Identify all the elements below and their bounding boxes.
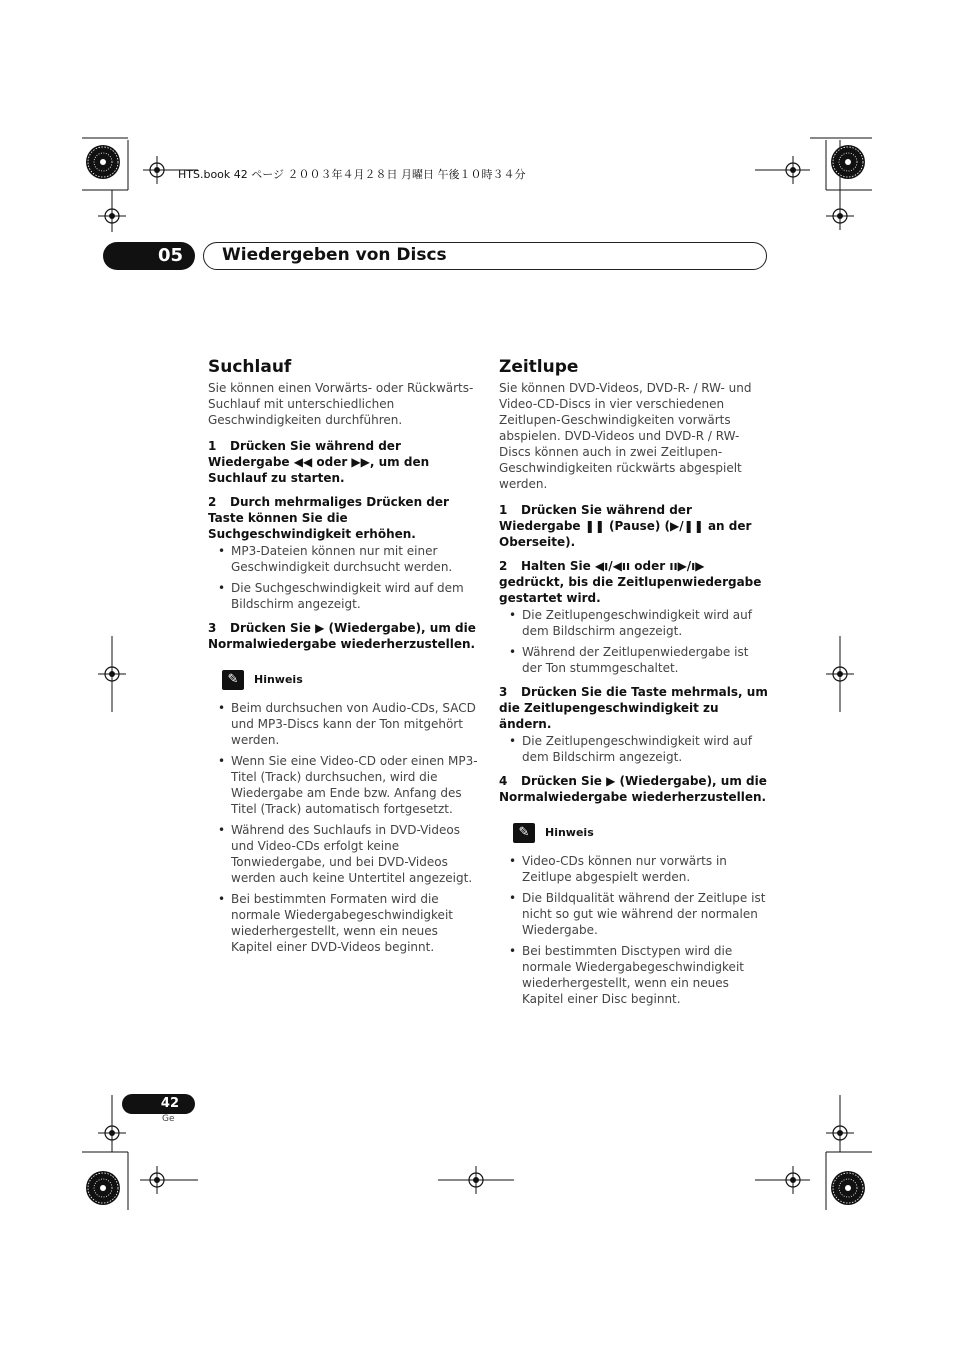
right-column [499,356,769,1012]
list-item: • Während des Suchlaufs in DVD-Videos und Video-CDs erfolgt keine Tonwiedergabe, und bei DVD-Videos werden auch keine Untertitel angezeigt. [208,822,478,886]
chapter-title: Wiedergeben von Discs [203,242,767,270]
left-column [208,356,478,960]
list-item: • Wenn Sie eine Video-CD oder einen MP3-Titel (Track) durchsuchen, wird die Wiedergabe am Ende bzw. Anfang des Titel (Track) automatisch fortgesetzt. [208,753,478,817]
step-3: 3 Drücken Sie ▶ (Wiedergabe), um die Normalwiedergabe wiederherzustellen. [208,621,476,651]
step-1: 1 Drücken Sie während der Wiedergabe ❚❚ (Pause) (▶/❚❚ an der Oberseite). [499,503,752,549]
list-item: • MP3-Dateien können nur mit einer Geschwindigkeit durchsucht werden. [208,543,478,575]
list-item: • Beim durchsuchen von Audio-CDs, SACD und MP3-Discs kann der Ton mitgehört werden. [208,700,478,748]
language-code: Ge [162,1114,175,1124]
note-list [499,853,769,1007]
list-item: • Die Suchgeschwindigkeit wird auf dem Bildschirm angezeigt. [208,580,478,612]
chapter-number: 05 [103,242,195,270]
section-heading-suchlauf: Suchlauf [208,357,292,377]
list-item: • Während der Zeitlupenwiedergabe ist der Ton stummgeschaltet. [499,644,769,676]
note-list [208,700,478,955]
step-2-bullets [499,607,769,676]
step-1: 1 Drücken Sie während der Wiedergabe ◀◀ oder ▶▶, um den Suchlauf zu starten. [208,439,430,485]
pencil-icon: ✎ [513,823,535,843]
list-item: • Bei bestimmten Disctypen wird die normale Wiedergabegeschwindigkeit wiederhergestellt, wenn ein neues Kapitel einer Disc beginnt. [499,943,769,1007]
note-header [222,670,478,690]
step-3-bullets [499,733,769,765]
list-item: • Die Zeitlupengeschwindigkeit wird auf dem Bildschirm angezeigt. [499,607,769,639]
step-2-bullets [208,543,478,612]
list-item: • Die Zeitlupengeschwindigkeit wird auf dem Bildschirm angezeigt. [499,733,769,765]
list-item: • Die Bildqualität während der Zeitlupe ist nicht so gut wie während der normalen Wiedergabe. [499,890,769,938]
step-3: 3 Drücken Sie die Taste mehrmals, um die Zeitlupengeschwindigkeit zu ändern. [499,685,768,731]
list-item: • Bei bestimmten Formaten wird die normale Wiedergabegeschwindigkeit wiederhergestellt, wenn ein neues Kapitel einer DVD-Videos beginnt. [208,891,478,955]
step-2: 2 Durch mehrmaliges Drücken der Taste können Sie die Suchgeschwindigkeit erhöhen. [208,495,449,541]
page-number: 42 [122,1094,195,1114]
list-item: • Video-CDs können nur vorwärts in Zeitlupe abgespielt werden. [499,853,769,885]
pencil-icon: ✎ [222,670,244,690]
section-heading-zeitlupe: Zeitlupe [499,357,579,377]
section-intro: Sie können DVD-Videos, DVD-R- / RW- und Video-CD-Discs in vier verschiedenen Zeitlupen-Geschwindigkeiten vorwärts abspielen. DVD-Videos und DVD-R / RW-Discs können auch in zwei Zeitlupen-Geschwindigkeiten rückwärts abgespielt werden. [499,381,752,491]
step-2: 2 Halten Sie ◀ı/◀ıı oder ıı▶/ı▶ gedrückt, bis die Zeitlupenwiedergabe gestartet wird. [499,559,762,605]
note-header [513,823,769,843]
print-header: HTS.book 42 ページ ２００３年４月２８日 月曜日 午後１０時３４分 [178,168,526,181]
section-intro: Sie können einen Vorwärts- oder Rückwärts-Suchlauf mit unterschiedlichen Geschwindigkeiten durchführen. [208,381,474,427]
note-label: Hinweis [545,826,594,839]
step-4: 4 Drücken Sie ▶ (Wiedergabe), um die Normalwiedergabe wiederherzustellen. [499,774,767,804]
note-label: Hinweis [254,673,303,686]
